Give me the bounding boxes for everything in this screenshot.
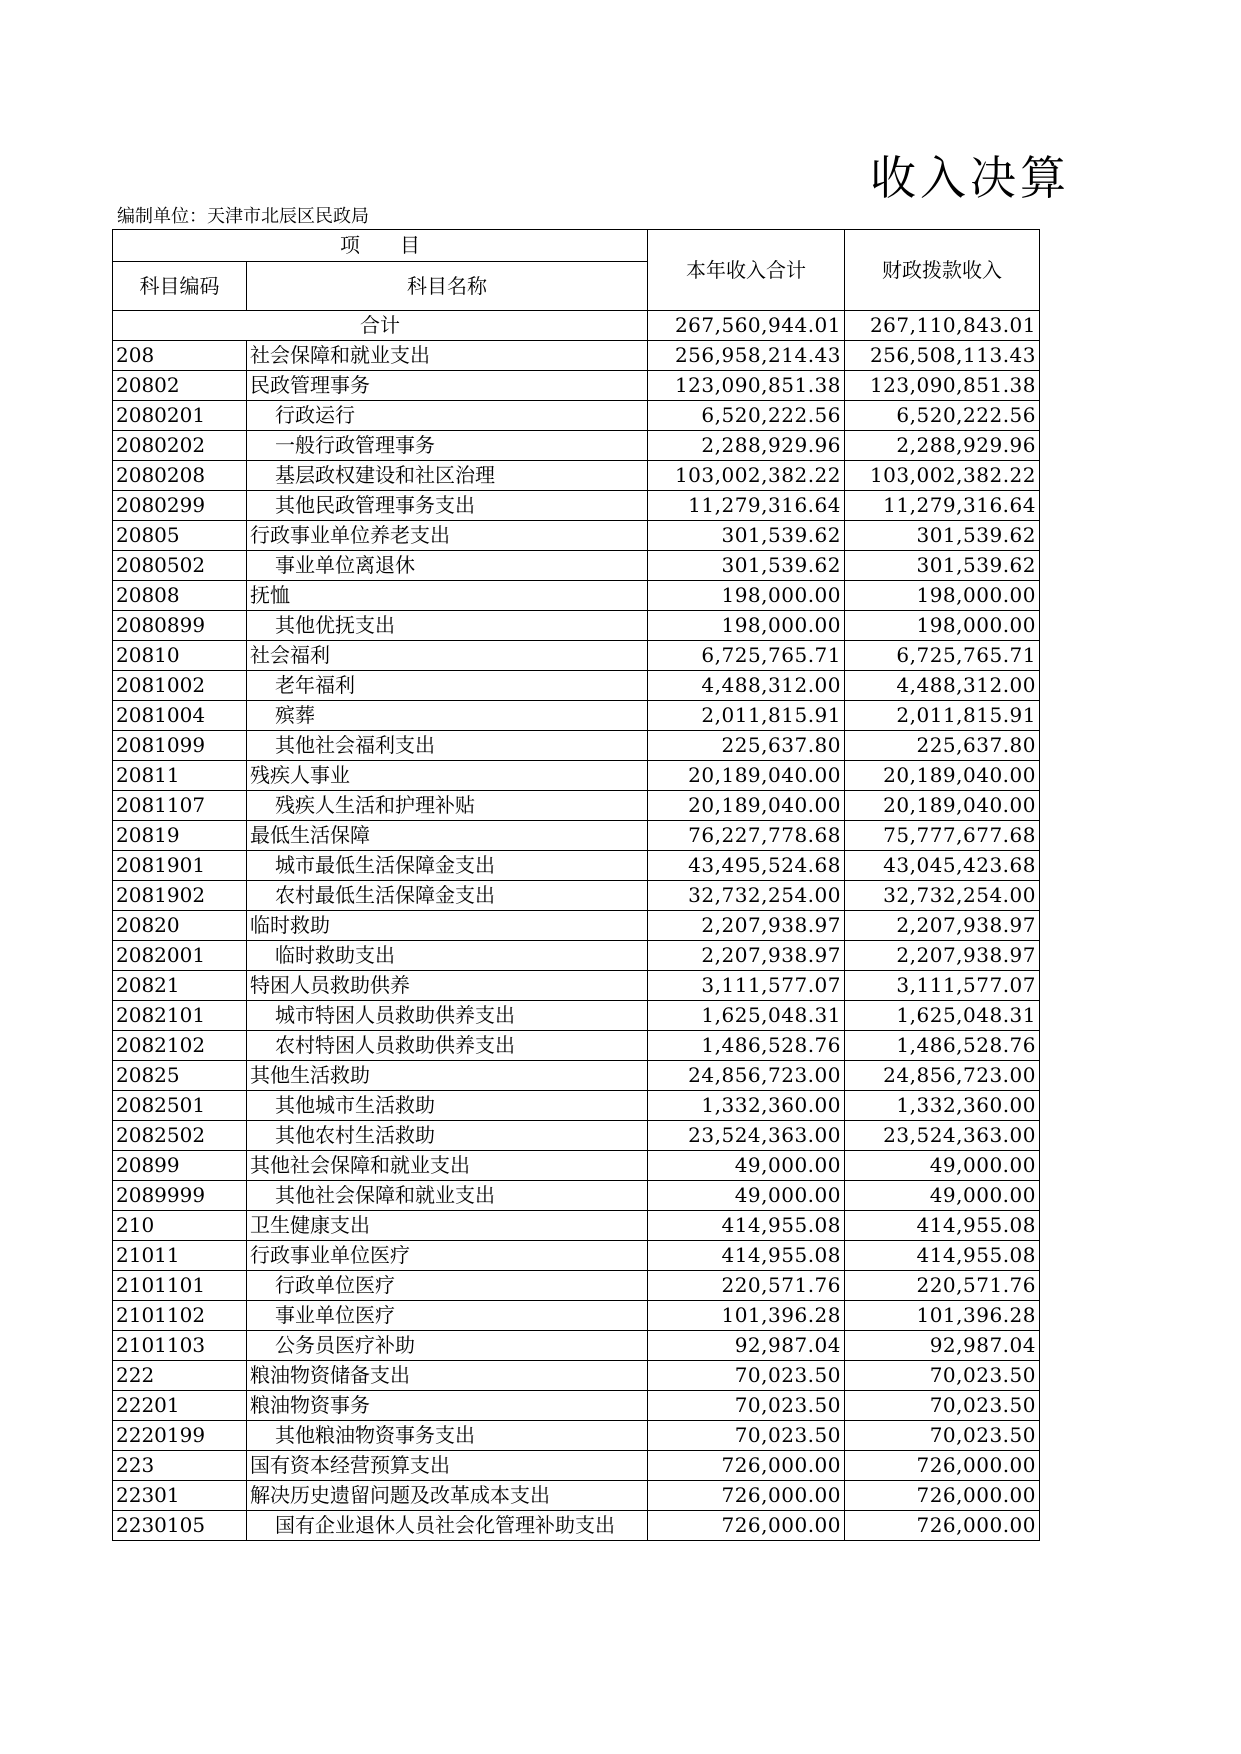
fiscal-income-cell: 70,023.50	[845, 1391, 1040, 1421]
total-income-cell: 2,207,938.97	[648, 941, 845, 971]
table-row	[113, 431, 1040, 461]
subject-name-cell: 其他社会保障和就业支出	[247, 1181, 648, 1211]
fiscal-income-cell: 256,508,113.43	[845, 341, 1040, 371]
subject-name-cell: 老年福利	[247, 671, 648, 701]
total-income-cell: 198,000.00	[648, 581, 845, 611]
subject-name-cell: 基层政权建设和社区治理	[247, 461, 648, 491]
fiscal-income-cell: 70,023.50	[845, 1361, 1040, 1391]
total-income-cell: 101,396.28	[648, 1301, 845, 1331]
fiscal-income-cell: 301,539.62	[845, 521, 1040, 551]
table-row	[113, 1181, 1040, 1211]
total-income-cell: 6,520,222.56	[648, 401, 845, 431]
subject-name-cell: 特困人员救助供养	[247, 971, 648, 1001]
fiscal-income-cell: 2,207,938.97	[845, 941, 1040, 971]
report-title: 收入决算	[870, 151, 1070, 205]
header-total-income: 本年收入合计	[648, 230, 845, 311]
subject-code-cell: 20808	[113, 581, 247, 611]
total-income-cell: 726,000.00	[648, 1511, 845, 1541]
subject-name-cell: 其他粮油物资事务支出	[247, 1421, 648, 1451]
total-income-cell: 301,539.62	[648, 521, 845, 551]
total-income-cell: 70,023.50	[648, 1361, 845, 1391]
total-income-cell: 11,279,316.64	[648, 491, 845, 521]
total-income-cell: 123,090,851.38	[648, 371, 845, 401]
subject-code-cell: 2082502	[113, 1121, 247, 1151]
fiscal-income-cell: 123,090,851.38	[845, 371, 1040, 401]
fiscal-income-cell: 726,000.00	[845, 1511, 1040, 1541]
total-income-cell: 414,955.08	[648, 1241, 845, 1271]
total-income-cell: 220,571.76	[648, 1271, 845, 1301]
header-name: 科目名称	[247, 262, 648, 311]
total-income-cell: 301,539.62	[648, 551, 845, 581]
subject-name-cell: 临时救助	[247, 911, 648, 941]
subject-code-cell: 21011	[113, 1241, 247, 1271]
table-row	[113, 1241, 1040, 1271]
total-income-cell: 24,856,723.00	[648, 1061, 845, 1091]
table-row	[113, 1421, 1040, 1451]
subject-code-cell: 2081099	[113, 731, 247, 761]
fiscal-income-cell: 32,732,254.00	[845, 881, 1040, 911]
fiscal-income-cell: 198,000.00	[845, 581, 1040, 611]
fiscal-income-cell: 70,023.50	[845, 1421, 1040, 1451]
table-row	[113, 791, 1040, 821]
subject-code-cell: 2080202	[113, 431, 247, 461]
fiscal-income-cell: 49,000.00	[845, 1151, 1040, 1181]
subject-name-cell: 抚恤	[247, 581, 648, 611]
subject-name-cell: 殡葬	[247, 701, 648, 731]
table-row	[113, 401, 1040, 431]
subject-code-cell: 2081107	[113, 791, 247, 821]
header-code: 科目编码	[113, 262, 247, 311]
table-row	[113, 581, 1040, 611]
total-row	[113, 311, 1040, 341]
total-income-cell: 76,227,778.68	[648, 821, 845, 851]
subject-name-cell: 一般行政管理事务	[247, 431, 648, 461]
table-row	[113, 1031, 1040, 1061]
total-income-cell: 43,495,524.68	[648, 851, 845, 881]
total-income-cell: 1,625,048.31	[648, 1001, 845, 1031]
table-row	[113, 1481, 1040, 1511]
subject-name-cell: 其他民政管理事务支出	[247, 491, 648, 521]
fiscal-income-cell: 20,189,040.00	[845, 791, 1040, 821]
fiscal-income-cell: 75,777,677.68	[845, 821, 1040, 851]
fiscal-income-cell: 4,488,312.00	[845, 671, 1040, 701]
subject-code-cell: 2101102	[113, 1301, 247, 1331]
table-row	[113, 971, 1040, 1001]
table-row	[113, 851, 1040, 881]
total-income-cell: 70,023.50	[648, 1421, 845, 1451]
fiscal-income-cell: 2,207,938.97	[845, 911, 1040, 941]
subject-name-cell: 残疾人生活和护理补贴	[247, 791, 648, 821]
fiscal-income-cell: 3,111,577.07	[845, 971, 1040, 1001]
subject-name-cell: 卫生健康支出	[247, 1211, 648, 1241]
subject-name-cell: 社会保障和就业支出	[247, 341, 648, 371]
total-income-cell: 256,958,214.43	[648, 341, 845, 371]
fiscal-income-cell: 225,637.80	[845, 731, 1040, 761]
total-income-cell: 414,955.08	[648, 1211, 845, 1241]
subject-code-cell: 20820	[113, 911, 247, 941]
subject-code-cell: 2082001	[113, 941, 247, 971]
total-income-cell: 2,288,929.96	[648, 431, 845, 461]
total-income-cell: 726,000.00	[648, 1481, 845, 1511]
total-income-cell: 49,000.00	[648, 1151, 845, 1181]
subject-name-cell: 其他农村生活救助	[247, 1121, 648, 1151]
total-income-cell: 70,023.50	[648, 1391, 845, 1421]
total-income-cell: 32,732,254.00	[648, 881, 845, 911]
subject-name-cell: 民政管理事务	[247, 371, 648, 401]
subject-name-cell: 国有企业退休人员社会化管理补助支出	[247, 1511, 648, 1541]
subject-code-cell: 20899	[113, 1151, 247, 1181]
table-row	[113, 341, 1040, 371]
table-row	[113, 371, 1040, 401]
subject-name-cell: 国有资本经营预算支出	[247, 1451, 648, 1481]
compiling-unit-label: 编制单位：天津市北辰区民政局	[117, 206, 369, 227]
subject-name-cell: 城市最低生活保障金支出	[247, 851, 648, 881]
subject-name-cell: 粮油物资事务	[247, 1391, 648, 1421]
subject-code-cell: 2081901	[113, 851, 247, 881]
fiscal-income-cell: 726,000.00	[845, 1481, 1040, 1511]
subject-code-cell: 2230105	[113, 1511, 247, 1541]
subject-name-cell: 农村特困人员救助供养支出	[247, 1031, 648, 1061]
table-row	[113, 1121, 1040, 1151]
table-row	[113, 641, 1040, 671]
fiscal-income-cell: 11,279,316.64	[845, 491, 1040, 521]
total-income-cell: 1,332,360.00	[648, 1091, 845, 1121]
subject-code-cell: 2101101	[113, 1271, 247, 1301]
subject-name-cell: 残疾人事业	[247, 761, 648, 791]
subject-name-cell: 行政单位医疗	[247, 1271, 648, 1301]
total-income-cell: 49,000.00	[648, 1181, 845, 1211]
subject-code-cell: 2082501	[113, 1091, 247, 1121]
fiscal-income-cell: 2,288,929.96	[845, 431, 1040, 461]
fiscal-income-cell: 6,520,222.56	[845, 401, 1040, 431]
total-label: 合计	[113, 311, 648, 341]
table-row	[113, 611, 1040, 641]
total-income-cell: 4,488,312.00	[648, 671, 845, 701]
subject-name-cell: 粮油物资储备支出	[247, 1361, 648, 1391]
table-row	[113, 1391, 1040, 1421]
subject-code-cell: 2080201	[113, 401, 247, 431]
subject-name-cell: 其他城市生活救助	[247, 1091, 648, 1121]
fiscal-income-cell: 43,045,423.68	[845, 851, 1040, 881]
total-income-cell: 103,002,382.22	[648, 461, 845, 491]
subject-code-cell: 2080208	[113, 461, 247, 491]
subject-name-cell: 社会福利	[247, 641, 648, 671]
subject-code-cell: 20805	[113, 521, 247, 551]
total-income-cell: 1,486,528.76	[648, 1031, 845, 1061]
subject-code-cell: 20821	[113, 971, 247, 1001]
fiscal-income-cell: 726,000.00	[845, 1451, 1040, 1481]
subject-code-cell: 2081004	[113, 701, 247, 731]
table-row	[113, 881, 1040, 911]
table-row	[113, 1361, 1040, 1391]
table-row	[113, 731, 1040, 761]
subject-name-cell: 农村最低生活保障金支出	[247, 881, 648, 911]
subject-code-cell: 22301	[113, 1481, 247, 1511]
table-row	[113, 1151, 1040, 1181]
subject-name-cell: 行政事业单位养老支出	[247, 521, 648, 551]
fiscal-income-cell: 414,955.08	[845, 1241, 1040, 1271]
total-fiscal-value: 267,110,843.01	[845, 311, 1040, 341]
fiscal-income-cell: 301,539.62	[845, 551, 1040, 581]
subject-code-cell: 2101103	[113, 1331, 247, 1361]
total-income-cell: 3,111,577.07	[648, 971, 845, 1001]
table-row	[113, 911, 1040, 941]
fiscal-income-cell: 2,011,815.91	[845, 701, 1040, 731]
fiscal-income-cell: 198,000.00	[845, 611, 1040, 641]
subject-code-cell: 208	[113, 341, 247, 371]
subject-code-cell: 210	[113, 1211, 247, 1241]
subject-code-cell: 22201	[113, 1391, 247, 1421]
subject-code-cell: 20811	[113, 761, 247, 791]
total-income-cell: 92,987.04	[648, 1331, 845, 1361]
total-income-cell: 6,725,765.71	[648, 641, 845, 671]
table-row	[113, 1001, 1040, 1031]
fiscal-income-cell: 92,987.04	[845, 1331, 1040, 1361]
subject-code-cell: 2089999	[113, 1181, 247, 1211]
subject-name-cell: 事业单位离退休	[247, 551, 648, 581]
table-row	[113, 521, 1040, 551]
table-row	[113, 671, 1040, 701]
subject-name-cell: 其他社会福利支出	[247, 731, 648, 761]
subject-code-cell: 20810	[113, 641, 247, 671]
table-row	[113, 1271, 1040, 1301]
subject-code-cell: 2080899	[113, 611, 247, 641]
table-row	[113, 821, 1040, 851]
table-row	[113, 1211, 1040, 1241]
subject-code-cell: 20825	[113, 1061, 247, 1091]
total-income-cell: 198,000.00	[648, 611, 845, 641]
subject-code-cell: 20819	[113, 821, 247, 851]
header-project: 项 目	[113, 230, 648, 262]
fiscal-income-cell: 1,332,360.00	[845, 1091, 1040, 1121]
subject-code-cell: 2080299	[113, 491, 247, 521]
table-row	[113, 1331, 1040, 1361]
subject-code-cell: 20802	[113, 371, 247, 401]
table-row	[113, 1061, 1040, 1091]
total-income-value: 267,560,944.01	[648, 311, 845, 341]
table-row	[113, 491, 1040, 521]
subject-name-cell: 其他社会保障和就业支出	[247, 1151, 648, 1181]
fiscal-income-cell: 103,002,382.22	[845, 461, 1040, 491]
total-income-cell: 225,637.80	[648, 731, 845, 761]
subject-name-cell: 行政运行	[247, 401, 648, 431]
total-income-cell: 23,524,363.00	[648, 1121, 845, 1151]
subject-name-cell: 临时救助支出	[247, 941, 648, 971]
subject-name-cell: 公务员医疗补助	[247, 1331, 648, 1361]
table-row	[113, 941, 1040, 971]
fiscal-income-cell: 23,524,363.00	[845, 1121, 1040, 1151]
subject-name-cell: 行政事业单位医疗	[247, 1241, 648, 1271]
fiscal-income-cell: 101,396.28	[845, 1301, 1040, 1331]
fiscal-income-cell: 20,189,040.00	[845, 761, 1040, 791]
table-row	[113, 761, 1040, 791]
subject-name-cell: 事业单位医疗	[247, 1301, 648, 1331]
subject-code-cell: 2082102	[113, 1031, 247, 1061]
table-row	[113, 1511, 1040, 1541]
table-row	[113, 1301, 1040, 1331]
total-income-cell: 2,207,938.97	[648, 911, 845, 941]
fiscal-income-cell: 220,571.76	[845, 1271, 1040, 1301]
subject-name-cell: 最低生活保障	[247, 821, 648, 851]
subject-code-cell: 2220199	[113, 1421, 247, 1451]
total-income-cell: 20,189,040.00	[648, 761, 845, 791]
subject-code-cell: 2081902	[113, 881, 247, 911]
fiscal-income-cell: 6,725,765.71	[845, 641, 1040, 671]
subject-code-cell: 222	[113, 1361, 247, 1391]
subject-code-cell: 2082101	[113, 1001, 247, 1031]
fiscal-income-cell: 24,856,723.00	[845, 1061, 1040, 1091]
total-income-cell: 2,011,815.91	[648, 701, 845, 731]
table-row	[113, 1091, 1040, 1121]
total-income-cell: 726,000.00	[648, 1451, 845, 1481]
fiscal-income-cell: 1,486,528.76	[845, 1031, 1040, 1061]
fiscal-income-cell: 414,955.08	[845, 1211, 1040, 1241]
subject-name-cell: 解决历史遗留问题及改革成本支出	[247, 1481, 648, 1511]
table-row	[113, 701, 1040, 731]
subject-code-cell: 2081002	[113, 671, 247, 701]
header-row-1	[113, 230, 1040, 262]
subject-code-cell: 223	[113, 1451, 247, 1481]
subject-name-cell: 城市特困人员救助供养支出	[247, 1001, 648, 1031]
subject-name-cell: 其他生活救助	[247, 1061, 648, 1091]
fiscal-income-cell: 49,000.00	[845, 1181, 1040, 1211]
total-income-cell: 20,189,040.00	[648, 791, 845, 821]
fiscal-income-cell: 1,625,048.31	[845, 1001, 1040, 1031]
subject-code-cell: 2080502	[113, 551, 247, 581]
header-fiscal-income: 财政拨款收入	[845, 230, 1040, 311]
income-table	[112, 229, 1040, 1541]
table-row	[113, 1451, 1040, 1481]
table-row	[113, 461, 1040, 491]
subject-name-cell: 其他优抚支出	[247, 611, 648, 641]
table-row	[113, 551, 1040, 581]
